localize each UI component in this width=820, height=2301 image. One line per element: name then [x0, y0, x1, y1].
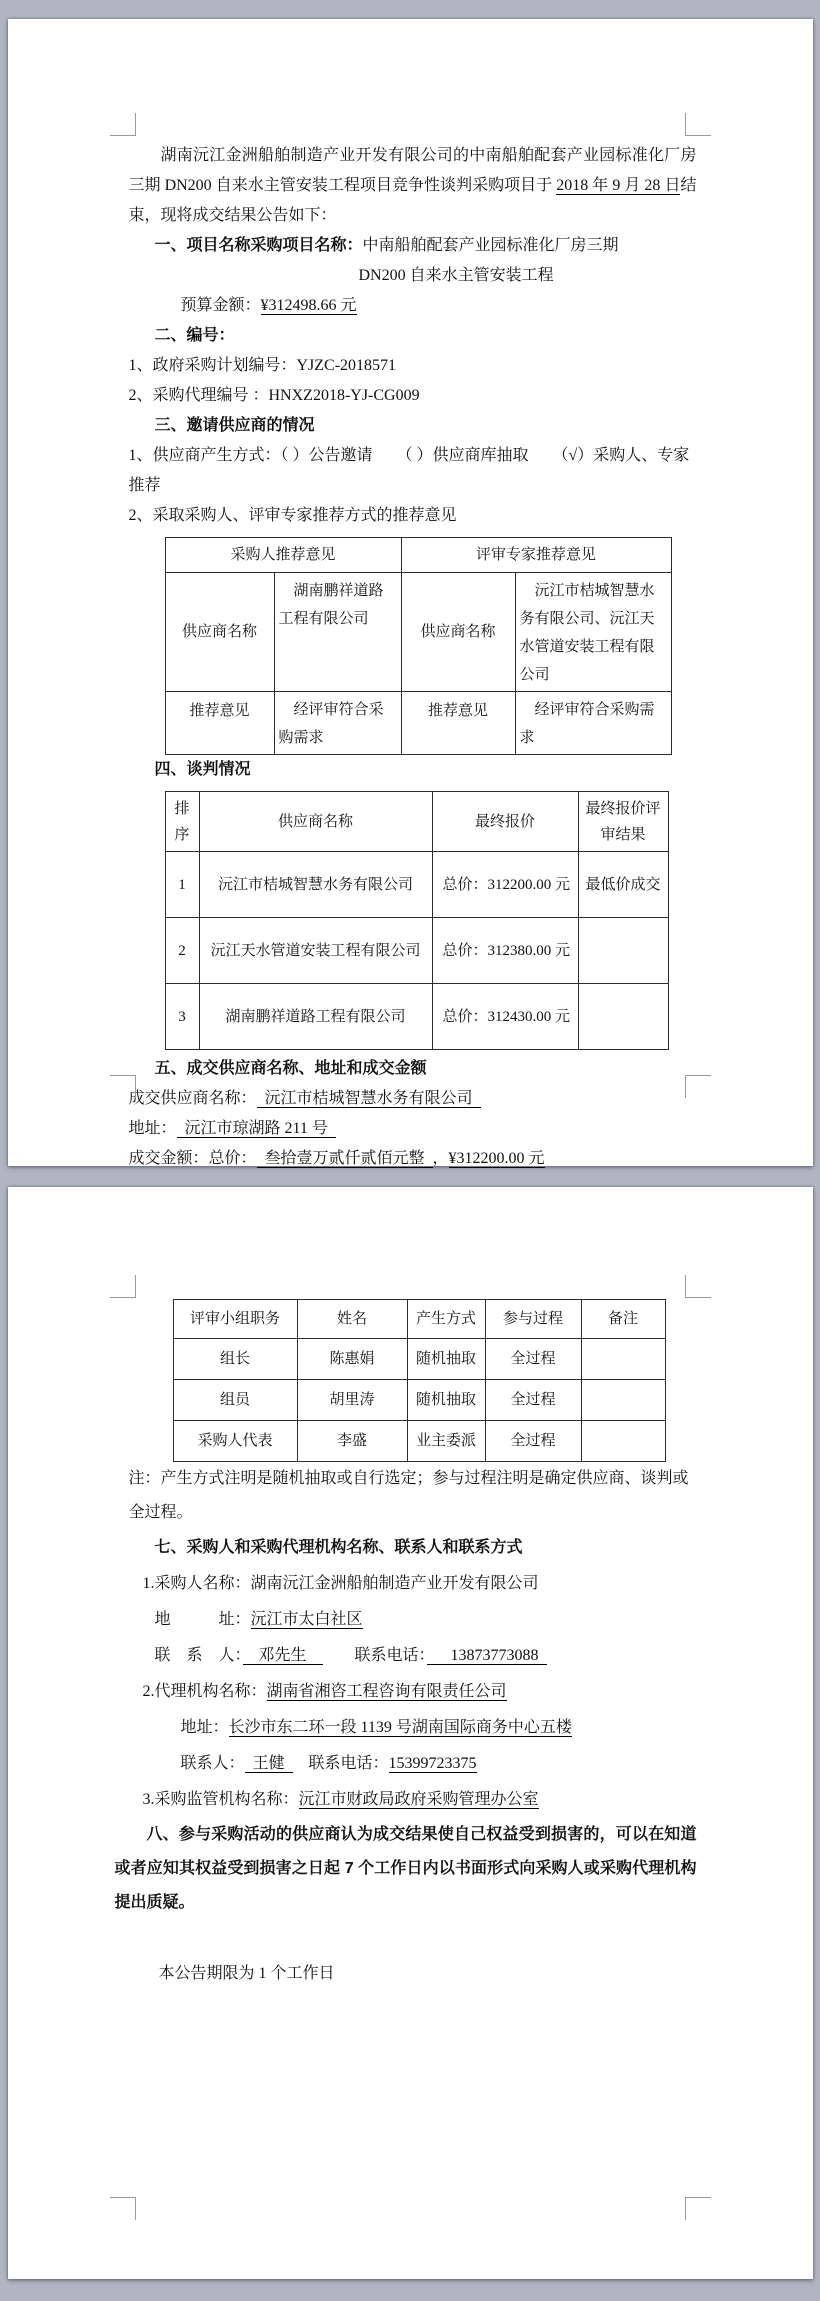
agent-contact-line [129, 1746, 697, 1782]
budget-label: 预算金额： [180, 297, 261, 314]
expert-supplier-value: 沅江市桔城智慧水务有限公司、沅江天水管道安装工程有限公司 [515, 573, 671, 692]
role-header: 评审小组职务 [173, 1300, 297, 1339]
expert-supplier-label: 供应商名称 [401, 573, 515, 692]
rank-cell: 1 [165, 852, 199, 918]
role-cell: 采购人代表 [173, 1421, 297, 1462]
price-cell: 总价：312430.00 元 [432, 984, 578, 1050]
margin-mark-top-right [685, 113, 711, 136]
panel-row-buyer-rep [173, 1421, 665, 1462]
negotiation-row-3 [165, 984, 668, 1050]
section-8-paragraph [115, 1818, 697, 1920]
remark-header: 备注 [581, 1300, 665, 1339]
supplier-name-row [165, 573, 671, 692]
price-cell: 总价：312200.00 元 [432, 852, 578, 918]
negotiation-table [165, 791, 669, 1050]
section-2-label: 二、编号： [154, 327, 235, 344]
name-cell: 陈惠娟 [297, 1339, 407, 1380]
award-amount-label: 成交金额：总价： [128, 1150, 257, 1167]
winner-line [129, 1084, 697, 1114]
buyer-address-line [129, 1602, 697, 1638]
section-4-label: 四、谈判情况 [154, 761, 251, 778]
agent-phone-underlined: 15399723375 [388, 1755, 477, 1772]
supplier-method-line: 1、供应商产生方式：（ ）公告邀请 （ ）供应商库抽取 （√）采购人、专家推荐 [128, 447, 690, 494]
participation-cell: 全过程 [485, 1421, 581, 1462]
agency-number-line: 2、采购代理编号 ：HNXZ2018-YJ-CG009 [128, 387, 420, 404]
buyer-contact-line [129, 1638, 697, 1674]
section-3-label: 三、邀请供应商的情况 [154, 417, 315, 434]
remark-cell [581, 1339, 665, 1380]
announcement-validity-line: 本公告期限为 1 个工作日 [158, 1965, 335, 1982]
participation-cell: 全过程 [485, 1339, 581, 1380]
selection-cell: 随机抽取 [407, 1339, 485, 1380]
margin-mark-bottom-left [110, 1075, 136, 1098]
award-amount-cn-underlined: 叁拾壹万贰仟贰佰元整 [257, 1150, 433, 1168]
selection-cell: 随机抽取 [407, 1380, 485, 1421]
buyer-address-label: 地 址： [154, 1611, 251, 1628]
regulator-underlined: 沅江市财政局政府采购管理办公室 [298, 1791, 539, 1808]
buyer-name-line [129, 1566, 697, 1602]
buyer-supplier-label: 供应商名称 [165, 573, 274, 692]
winner-address-line [129, 1114, 697, 1144]
winner-label: 成交供应商名称： [128, 1090, 257, 1107]
buyer-contact-label: 联 系 人： [154, 1647, 243, 1664]
name-cell: 李盛 [297, 1421, 407, 1462]
negotiation-row-1 [165, 852, 668, 918]
buyer-recommendation-header: 采购人推荐意见 [165, 538, 401, 573]
section-8-text: 八、参与采购活动的供应商认为成交结果使自己权益受到损害的，可以在知道或者应知其权益受到损害之日起 7 个工作日内以书面形式向采购人或采购代理机构提出质疑。 [114, 1826, 697, 1911]
winner-value-underlined: 沅江市桔城智慧水务有限公司 [257, 1090, 481, 1108]
role-cell: 组长 [173, 1339, 297, 1380]
budget-line [129, 291, 697, 321]
plan-number-line: 1、政府采购计划编号：YJZC-2018571 [128, 357, 397, 374]
margin-mark-bottom-left [110, 2197, 136, 2220]
negotiation-table-header-row [165, 792, 668, 852]
role-cell: 组员 [173, 1380, 297, 1421]
budget-amount-underlined: ¥312498.66 元 [260, 297, 357, 314]
expert-opinion-value: 经评审符合采购需求 [515, 692, 671, 755]
rank-header: 排序 [165, 792, 199, 852]
agent-name-line [129, 1674, 697, 1710]
winner-address-label: 地址： [128, 1120, 177, 1137]
buyer-phone-label: 联系电话： [322, 1647, 427, 1664]
participation-header: 参与过程 [485, 1300, 581, 1339]
remark-cell [581, 1421, 665, 1462]
section-7-heading [129, 1530, 697, 1566]
expert-opinion-label: 推荐意见 [401, 692, 515, 755]
agent-name-label: 2.代理机构名称： [142, 1683, 267, 1700]
buyer-name-value: 湖南沅江金洲船舶制造产业开发有限公司 [250, 1575, 539, 1592]
margin-mark-top-right [685, 1275, 711, 1298]
panel-table-header-row [173, 1300, 665, 1339]
name-cell: 胡里涛 [297, 1380, 407, 1421]
recommendation-table [165, 537, 672, 755]
agent-name-underlined: 湖南省湘咨工程咨询有限责任公司 [266, 1683, 507, 1700]
agent-contact-underlined: 王健 [245, 1755, 293, 1773]
buyer-address-underlined: 沅江市太白社区 [250, 1611, 363, 1628]
margin-mark-top-left [110, 113, 136, 136]
buyer-name-label: 1.采购人名称： [142, 1575, 251, 1592]
margin-mark-bottom-right [685, 2197, 711, 2220]
award-amount-separator: ， [432, 1150, 449, 1167]
margin-mark-bottom-right [685, 1075, 711, 1098]
participation-cell: 全过程 [485, 1380, 581, 1421]
panel-member-table [173, 1299, 666, 1462]
negotiation-row-2 [165, 918, 668, 984]
recommendation-table-header-row [165, 538, 671, 573]
panel-row-member [173, 1380, 665, 1421]
regulator-line [129, 1782, 697, 1818]
final-price-header: 最终报价 [432, 792, 578, 852]
result-cell [578, 918, 668, 984]
opening-text-tail: 结束，现将成交结果公告如下： [128, 177, 697, 224]
opening-text: 湖南沅江金洲船舶制造产业开发有限公司的中南船舶配套产业园标准化厂房三期 DN200 自来水主管安装工程项目竞争性谈判采购项目于 [128, 147, 697, 194]
section-5-heading [129, 1054, 697, 1084]
opening-paragraph [129, 141, 697, 231]
margin-mark-top-left [110, 1275, 136, 1298]
remark-cell [581, 1380, 665, 1421]
result-cell [578, 984, 668, 1050]
page-1-content [8, 19, 813, 1214]
supplier-cell: 湖南鹏祥道路工程有限公司 [199, 984, 432, 1050]
section-7-label: 七、采购人和采购代理机构名称、联系人和联系方式 [154, 1539, 523, 1556]
section-5-label: 五、成交供应商名称、地址和成交金额 [154, 1060, 427, 1077]
agent-phone-label: 联系电话： [292, 1755, 389, 1772]
page-2-content [8, 1187, 813, 1992]
closing-date-underlined: 2018 年 9 月 28 日 [556, 177, 681, 194]
section-1-heading [129, 231, 697, 261]
agent-contact-label: 联系人： [180, 1755, 245, 1772]
price-cell: 总价：312380.00 元 [432, 918, 578, 984]
buyer-opinion-value: 经评审符合采购需求 [274, 692, 401, 755]
result-cell: 最低价成交 [578, 852, 668, 918]
rank-cell: 3 [165, 984, 199, 1050]
award-amount-line [129, 1144, 697, 1174]
winner-address-underlined: 沅江市琼湖路 211 号 [177, 1120, 336, 1138]
buyer-phone-underlined: 13873773088 [427, 1647, 547, 1665]
section-4-heading [129, 755, 697, 785]
buyer-supplier-value: 湖南鹏祥道路工程有限公司 [274, 573, 401, 692]
section-1-label: 一、项目名称采购项目名称： [154, 237, 363, 254]
opinion-row [165, 692, 671, 755]
recommendation-line: 2、采取采购人、评审专家推荐方式的推荐意见 [128, 507, 457, 524]
agent-address-line [129, 1710, 697, 1746]
buyer-contact-underlined: 邓先生 [242, 1647, 323, 1664]
rank-cell: 2 [165, 918, 199, 984]
selection-header: 产生方式 [407, 1300, 485, 1339]
supplier-header: 供应商名称 [199, 792, 432, 852]
selection-cell: 业主委派 [407, 1421, 485, 1462]
section-2-heading [129, 321, 697, 351]
project-name-line2: DN200 自来水主管安装工程 [358, 267, 554, 284]
page-1 [8, 19, 813, 1166]
regulator-label: 3.采购监管机构名称： [142, 1791, 299, 1808]
section-3-heading [129, 411, 697, 441]
result-header: 最终报价评审结果 [578, 792, 668, 852]
name-header: 姓名 [297, 1300, 407, 1339]
project-name-line1: 中南船舶配套产业园标准化厂房三期 [362, 237, 619, 254]
panel-table-note: 注：产生方式注明是随机抽取或自行选定；参与过程注明是确定供应商、谈判或全过程。 [128, 1470, 689, 1521]
expert-recommendation-header: 评审专家推荐意见 [401, 538, 671, 573]
page-2 [8, 1187, 813, 2279]
agent-address-label: 地址： [180, 1719, 229, 1736]
panel-row-leader [173, 1339, 665, 1380]
supplier-cell: 沅江市桔城智慧水务有限公司 [199, 852, 432, 918]
agent-address-underlined: 长沙市东二环一段 1139 号湖南国际商务中心五楼 [228, 1719, 572, 1736]
buyer-opinion-label: 推荐意见 [165, 692, 274, 755]
supplier-cell: 沅江天水管道安装工程有限公司 [199, 918, 432, 984]
award-amount-num-underlined: ¥312200.00 元 [448, 1150, 545, 1167]
